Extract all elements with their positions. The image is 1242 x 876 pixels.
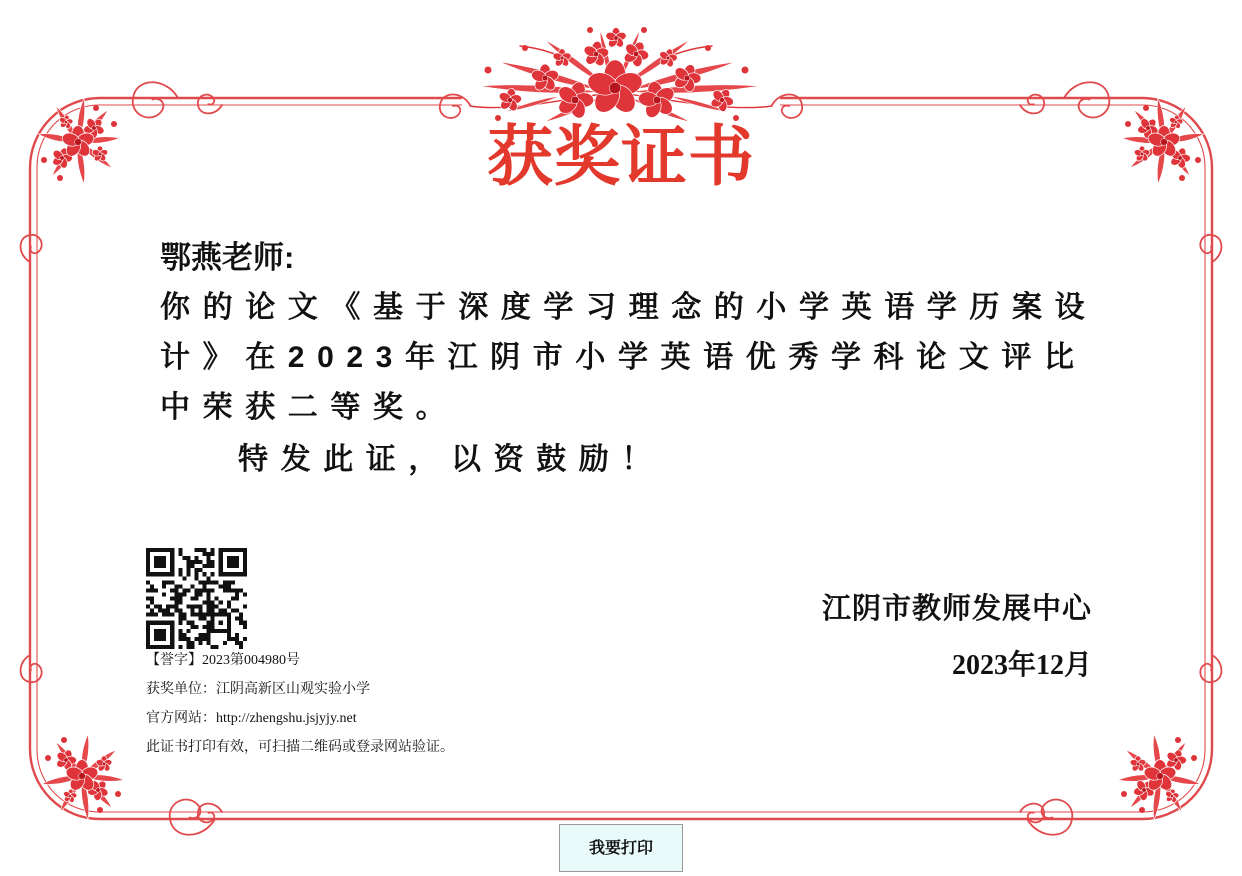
flower-center (633, 51, 638, 56)
bud (641, 27, 647, 33)
flower-center (69, 795, 72, 798)
award-statement-line: 你的论文《基于深度学习理念的小学英语学历案设 (160, 291, 1098, 324)
verification-note: 此证书打印有效，可扫描二维码或登录网站验证。 (146, 740, 454, 755)
award-statement (160, 283, 1097, 433)
flower-center (684, 75, 690, 81)
flower-center (560, 56, 564, 60)
bud (522, 45, 528, 51)
bud (1121, 791, 1127, 797)
issuer-name: 江阴市教师发展中心 (821, 593, 1092, 625)
award-statement-line: 计》在2023年江阴市小学英语优秀学科论文评比 (160, 341, 1087, 374)
bud (485, 67, 492, 74)
flower-center (542, 75, 548, 81)
bud (705, 45, 711, 51)
bud (1139, 807, 1145, 813)
flower-center (508, 98, 513, 103)
bud (115, 791, 121, 797)
qr-code (146, 548, 247, 649)
certificate-title: 获奖证书 (487, 119, 755, 193)
border-curl (1064, 82, 1109, 117)
flower-center (614, 36, 618, 40)
issue-date: 2023年12月 (951, 650, 1092, 681)
bud (587, 27, 593, 33)
recipient-name: 鄂燕老师: (160, 240, 295, 275)
flower-center (96, 788, 100, 792)
flower-center (653, 96, 661, 104)
bud (742, 67, 749, 74)
bud (45, 755, 51, 761)
flower-center (1174, 758, 1178, 762)
flower-center (102, 762, 105, 765)
bud (1191, 755, 1197, 761)
official-website: 官方网站：http://zhengshu.jsjyjy.net (146, 711, 357, 726)
bud (1143, 105, 1149, 111)
flower-center (1171, 795, 1174, 798)
floral-ornament-top (470, 27, 772, 122)
flower-center (571, 96, 579, 104)
floral-ornament-bottom-right (1118, 734, 1200, 820)
award-unit: 获奖单位：江阴高新区山观实验小学 (146, 682, 370, 697)
flower-center (666, 56, 670, 60)
flower-center (593, 51, 598, 56)
border-curl (170, 799, 215, 834)
flower-center (720, 98, 725, 103)
bud (61, 737, 67, 743)
flower-center (64, 758, 68, 762)
qr-modules (146, 548, 247, 649)
closing-text: 特发此证，以资鼓励！ (238, 443, 664, 476)
print-button[interactable]: 我要打印 (559, 824, 683, 872)
award-statement-line: 中荣获二等奖。 (160, 391, 459, 424)
serial-number: 【誉字】2023第004980号 (146, 653, 300, 668)
bud (97, 807, 103, 813)
border-curl (133, 82, 178, 117)
flower-center (79, 773, 86, 780)
flower-center (1157, 773, 1164, 780)
flower-center (1142, 788, 1146, 792)
bud (1175, 737, 1181, 743)
bud (93, 105, 99, 111)
flower-center (609, 82, 621, 94)
border-curl (1027, 799, 1072, 834)
flower-center (1136, 762, 1139, 765)
floral-ornament-bottom-left (42, 734, 124, 820)
